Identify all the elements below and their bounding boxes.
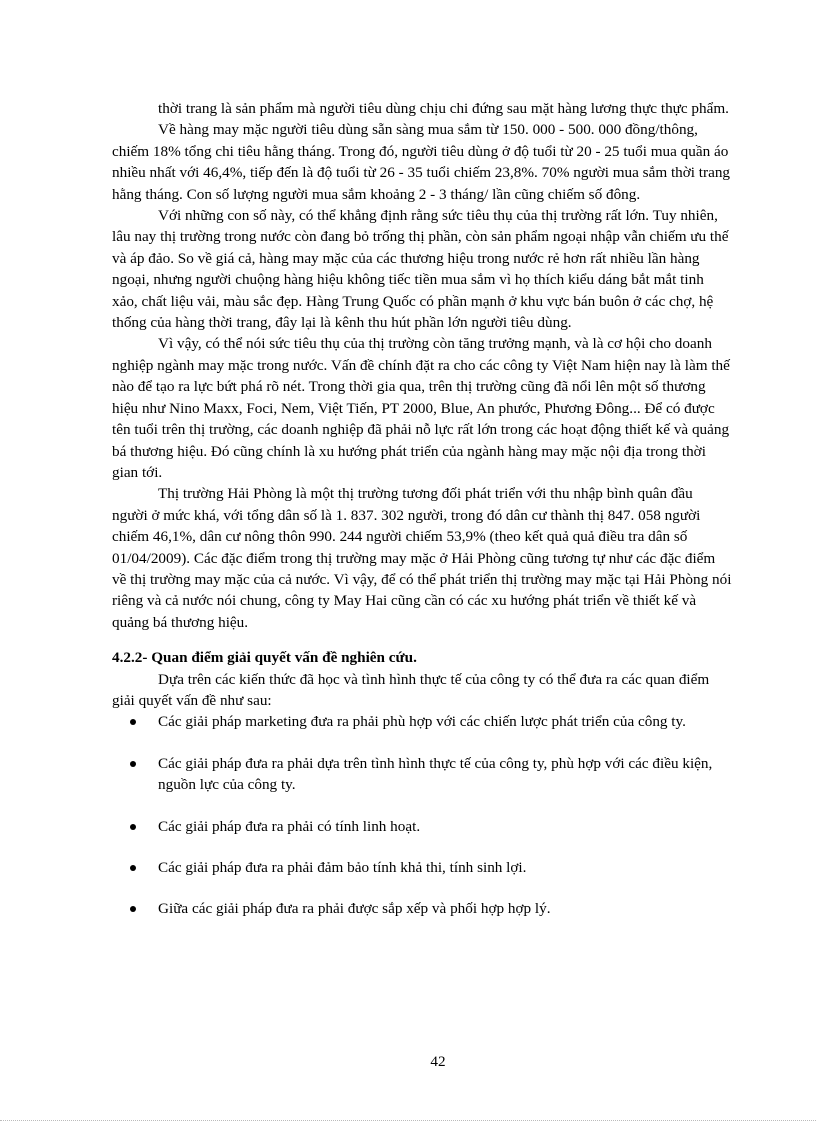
page-number: 42: [430, 1053, 446, 1070]
list-item-text: Các giải pháp đưa ra phải có tính linh hoạt.: [158, 817, 421, 835]
page-bottom-border: [0, 1120, 816, 1121]
section-intro: Dựa trên các kiến thức đã học và tình hình thực tế của công ty có thể đưa ra các quan điểm giải quyết vấn đề như sau:: [112, 670, 710, 709]
bullet-icon: [130, 824, 136, 830]
list-item: [112, 857, 732, 878]
paragraph: thời trang là sản phẩm mà người tiêu dùng chịu chi đứng sau mặt hàng lương thực thực phẩm.: [158, 100, 729, 117]
list-item-text: Các giải pháp marketing đưa ra phải phù hợp với các chiến lược phát triển của công ty.: [158, 713, 686, 731]
list-item: [112, 816, 732, 837]
body-text: [112, 98, 732, 940]
paragraph: Với những con số này, có thể khẳng định rằng sức tiêu thụ của thị trường rất lớn. Tuy nhiên, lâu nay thị trường trong nước còn đang bỏ trống thị phần, còn sản phẩm ngoại nhập vẫn chiếm ưu thế và áp đảo. So về giá cả, hàng may mặc của các thương hiệu trong nước rẻ hơn rất nhiều lần hàng ngoại, nhưng người chuộng hàng hiệu không tiếc tiền mua sắm vì họ thích kiểu dáng bắt mắt tinh xảo, chất liệu vải, màu sắc đẹp. Hàng Trung Quốc có phần mạnh ở khu vực bán buôn ở các chợ, hệ thống của hàng thời trang, đây lại là kênh thu hút phần lớn người tiêu dùng.: [112, 207, 729, 332]
section-heading: 4.2.2- Quan điểm giải quyết vấn đề nghiên cứu.: [112, 649, 417, 667]
bullet-list: [112, 711, 732, 919]
list-item: [112, 753, 732, 796]
list-item: [112, 898, 732, 919]
bullet-icon: [130, 719, 136, 725]
bullet-icon: [130, 906, 136, 912]
paragraph: Vì vậy, có thể nói sức tiêu thụ của thị trường còn tăng trưởng mạnh, và là cơ hội cho doanh nghiệp ngành may mặc trong nước. Vấn đề chính đặt ra cho các công ty Việt Nam hiện nay là làm thế nào để tạo ra lực bứt phá rõ nét. Trong thời gia qua, trên thị trường cũng đã nổi lên một số thương hiệu như Nino Maxx, Foci, Nem, Việt Tiến, PT 2000, Blue, An phước, Phương Đông... Để có được tên tuổi trên thị trường, các doanh nghiệp đã phải nỗ lực rất lớn trong các hoạt động thiết kế và quảng bá thương hiệu. Đó cũng chính là xu hướng phát triển của ngành hàng may mặc nội địa trong thời gian tới.: [112, 335, 730, 481]
list-item-text: Các giải pháp đưa ra phải đảm bảo tính khả thi, tính sinh lợi.: [158, 859, 527, 876]
list-item-text: Các giải pháp đưa ra phải dựa trên tình hình thực tế của công ty, phù hợp với các điều kiện, nguồn lực của công ty.: [158, 754, 713, 794]
paragraph: Thị trường Hải Phòng là một thị trường tương đối phát triển với thu nhập bình quân đầu người ở mức khá, với tổng dân số là 1. 837. 302 người, trong đó dân cư thành thị 847. 058 người chiếm 46,1%, dân cư nông thôn 990. 244 người chiếm 53,9% (theo kết quả quả điều tra dân số 01/04/2009). Các đặc điểm trong thị trường may mặc ở Hải Phòng cũng tương tự như các đặc điểm về thị trường may mặc của cả nước. Vì vậy, để có thể phát triển thị trường may mặc tại Hải Phòng nói riêng và cả nước nói chung, công ty May Hai cũng cần có các xu hướng phát triển về thiết kế và quảng bá thương hiệu.: [112, 485, 732, 631]
list-item: [112, 711, 732, 732]
bullet-icon: [130, 865, 136, 871]
bullet-icon: [130, 761, 136, 767]
list-item-text: Giữa các giải pháp đưa ra phải được sắp xếp và phối hợp hợp lý.: [158, 900, 551, 918]
paragraph: Về hàng may mặc người tiêu dùng sẵn sàng mua sắm từ 150. 000 - 500. 000 đồng/thông, chiếm 18% tổng chi tiêu hằng tháng. Trong đó, người tiêu dùng ở độ tuổi từ 20 - 25 tuổi mua quần áo nhiều nhất với 46,4%, tiếp đến là độ tuổi từ 26 - 35 tuổi chiếm 23,8%. 70% người mua sắm thời trang hằng tháng. Con số lượng người mua sắm khoảng 2 - 3 tháng/ lần cũng chiếm số đông.: [112, 121, 731, 203]
